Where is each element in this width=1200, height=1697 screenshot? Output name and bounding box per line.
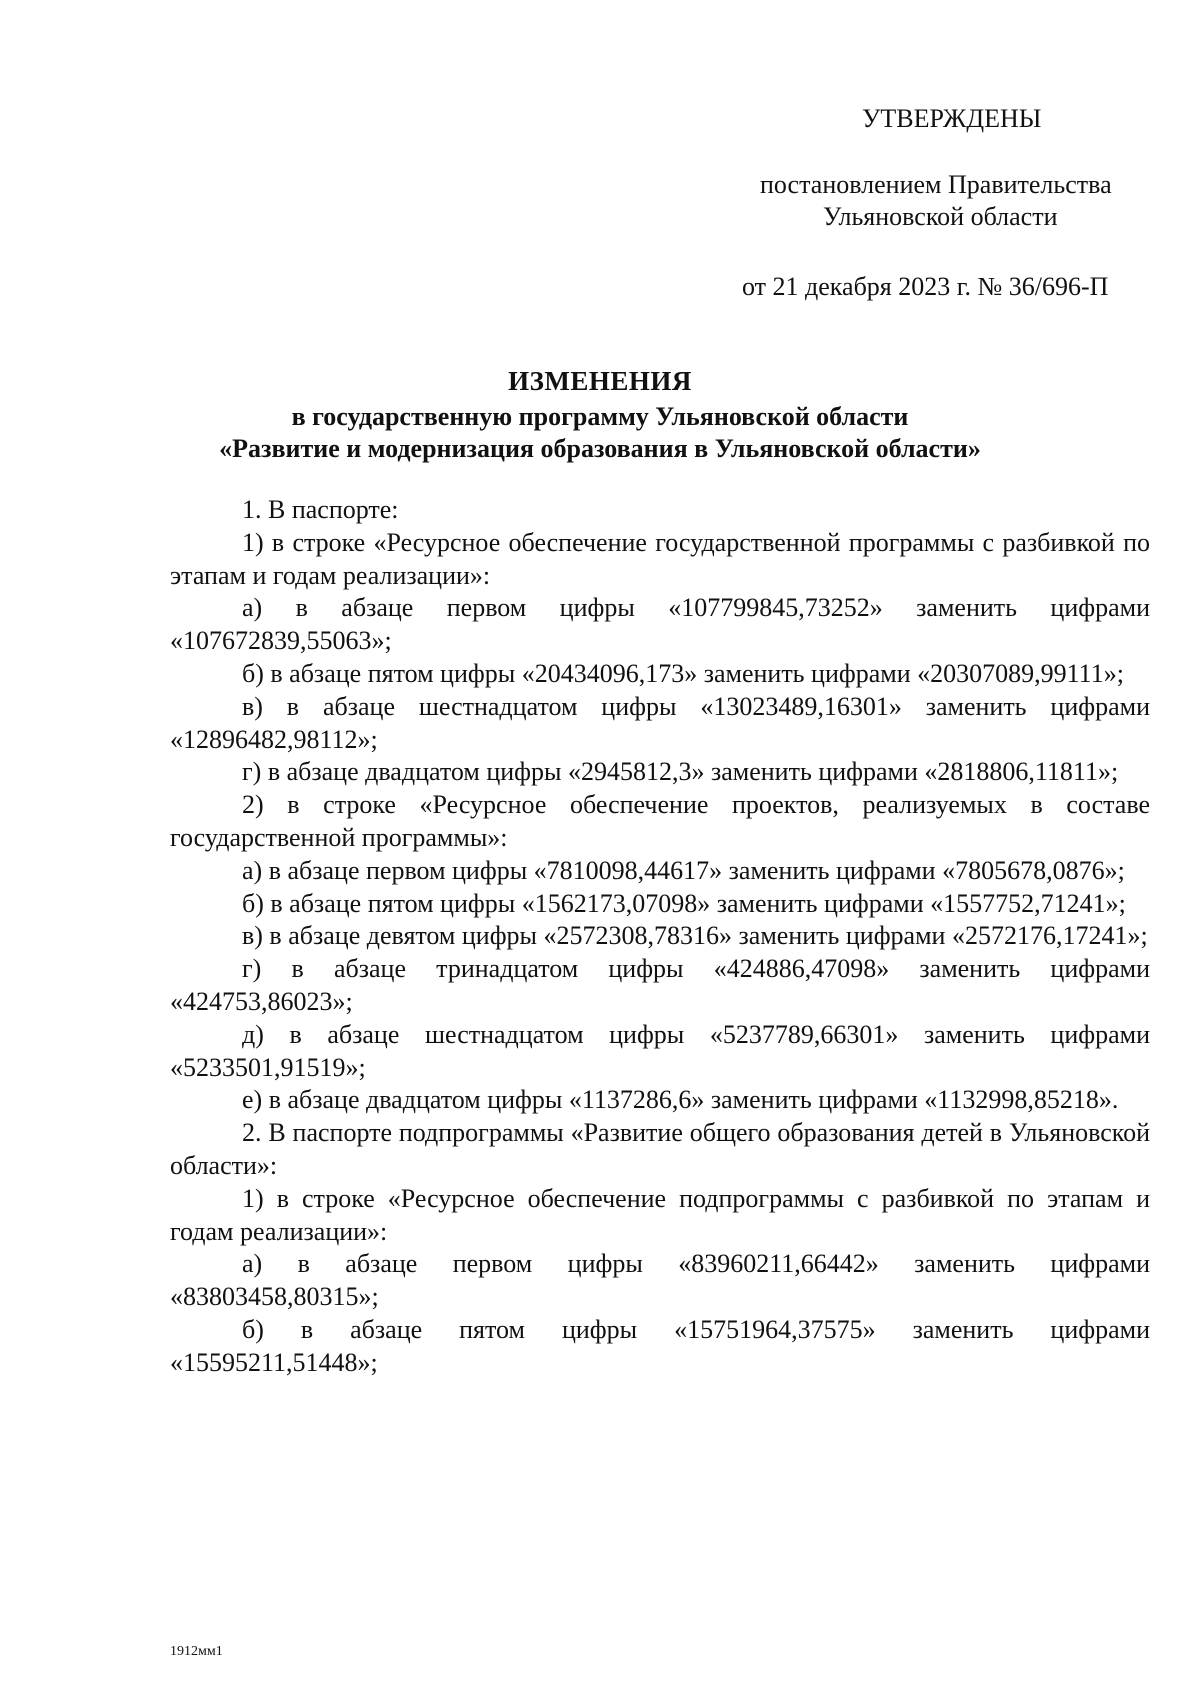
paragraph: д) в абзаце шестнадцатом цифры «5237789,66301» заменить цифрами «5233501,91519»; <box>170 1019 1150 1082</box>
paragraph: 1) в строке «Ресурсное обеспечение государственной программы с разбивкой по этапам и годам реализации»: <box>170 527 1150 590</box>
paragraph: а) в абзаце первом цифры «107799845,73252» заменить цифрами «107672839,55063»; <box>170 593 1150 656</box>
decree-line-2: Ульяновской области <box>823 202 1058 231</box>
title-line-2: в государственную программу Ульяновской области <box>291 402 909 431</box>
footer-code: 1912мм1 <box>170 1644 223 1659</box>
paragraph: в) в абзаце шестнадцатом цифры «13023489,16301» заменить цифрами «12896482,98112»; <box>170 691 1150 754</box>
paragraph: б) в абзаце пятом цифры «15751964,37575» заменить цифрами «15595211,51448»; <box>170 1314 1150 1377</box>
paragraph: б) в абзаце пятом цифры «20434096,173» заменить цифрами «20307089,99111»; <box>242 658 1124 688</box>
paragraph: г) в абзаце тринадцатом цифры «424886,47098» заменить цифрами «424753,86023»; <box>170 954 1150 1016</box>
paragraph: е) в абзаце двадцатом цифры «1137286,6» заменить цифрами «1132998,85218». <box>242 1085 1119 1115</box>
paragraph: 2) в строке «Ресурсное обеспечение проектов, реализуемых в составе государственной программы»: <box>170 790 1150 852</box>
title-line-1: ИЗМЕНЕНИЯ <box>508 366 692 396</box>
document-body <box>170 494 1150 1380</box>
paragraph: 1) в строке «Ресурсное обеспечение подпрограммы с разбивкой по этапам и годам реализации»: <box>170 1183 1150 1246</box>
approved-stamp: УТВЕРЖДЕНЫ <box>862 104 1042 133</box>
paragraph: а) в абзаце первом цифры «83960211,66442» заменить цифрами «83803458,80315»; <box>170 1249 1150 1312</box>
paragraph: б) в абзаце пятом цифры «1562173,07098» заменить цифрами «1557752,71241»; <box>242 888 1126 918</box>
paragraph: 1. В паспорте: <box>242 495 399 524</box>
decree-line-1: постановлением Правительства <box>760 170 1112 199</box>
decree-date: от 21 декабря 2023 г. № 36/696-П <box>742 272 1109 301</box>
paragraph: 2. В паспорте подпрограммы «Развитие общего образования детей в Ульяновской области»: <box>170 1118 1150 1180</box>
title-line-3: «Развитие и модернизация образования в Ульяновской области» <box>219 434 981 463</box>
paragraph: г) в абзаце двадцатом цифры «2945812,3» заменить цифрами «2818806,11811»; <box>242 757 1119 787</box>
paragraph: а) в абзаце первом цифры «7810098,44617» заменить цифрами «7805678,0876»; <box>242 855 1125 885</box>
paragraph: в) в абзаце девятом цифры «2572308,78316» заменить цифрами «2572176,17241»; <box>242 921 1148 951</box>
